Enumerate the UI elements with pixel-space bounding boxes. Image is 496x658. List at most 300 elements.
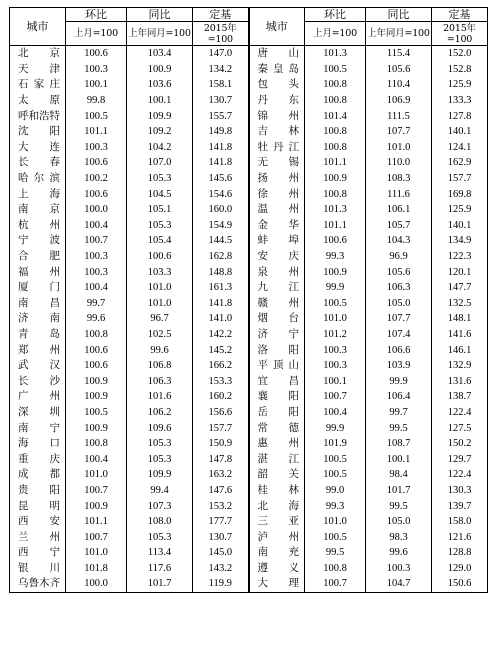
base-value-cell: 141.8 (193, 296, 249, 312)
base-value-cell: 132.9 (432, 358, 488, 374)
table-row (10, 311, 488, 327)
yoy-value-cell: 105.3 (127, 529, 193, 545)
table-row (10, 202, 488, 218)
mom-value-cell: 100.1 (305, 373, 366, 389)
city-name-cell: 哈尔滨 (10, 171, 66, 187)
city-name-cell: 平顶山 (249, 358, 305, 374)
mom-value-cell: 101.8 (66, 561, 127, 577)
base-value-cell: 150.2 (432, 436, 488, 452)
yoy-value-cell: 107.7 (366, 124, 432, 140)
mom-value-cell: 100.7 (305, 576, 366, 592)
city-name-cell: 大连 (10, 140, 66, 156)
mom-value-cell: 101.9 (305, 436, 366, 452)
yoy-value-cell: 101.6 (127, 389, 193, 405)
city-name-cell: 蚌埠 (249, 233, 305, 249)
mom-value-cell: 100.5 (305, 529, 366, 545)
mom-value-cell: 100.8 (305, 93, 366, 109)
mom-value-cell: 100.6 (66, 358, 127, 374)
base-value-cell: 162.9 (432, 155, 488, 171)
mom-value-cell: 100.6 (66, 342, 127, 358)
yoy-value-cell: 105.1 (127, 202, 193, 218)
table-row (10, 451, 488, 467)
mom-value-cell: 100.5 (305, 62, 366, 78)
header-base-label: 定基 (209, 8, 232, 21)
city-name-cell: 太原 (10, 93, 66, 109)
mom-value-cell: 100.5 (305, 467, 366, 483)
table-row (10, 545, 488, 561)
base-value-cell: 130.7 (193, 529, 249, 545)
city-name-cell: 合肥 (10, 249, 66, 265)
yoy-value-cell: 105.7 (366, 218, 432, 234)
base-value-cell: 144.5 (193, 233, 249, 249)
city-name-cell: 宜昌 (249, 373, 305, 389)
table-row (10, 171, 488, 187)
header-base (193, 8, 249, 22)
base-value-cell: 130.7 (193, 93, 249, 109)
base-value-cell: 166.2 (193, 358, 249, 374)
yoy-value-cell: 107.7 (366, 311, 432, 327)
city-name-cell: 济宁 (249, 327, 305, 343)
mom-value-cell: 100.6 (305, 233, 366, 249)
mom-value-cell: 100.8 (66, 327, 127, 343)
base-value-cell: 177.7 (193, 514, 249, 530)
city-name-cell: 安庆 (249, 249, 305, 265)
city-name-cell: 无锡 (249, 155, 305, 171)
header-mom-sub (305, 22, 366, 46)
yoy-value-cell: 106.6 (366, 342, 432, 358)
city-name-cell: 福州 (10, 264, 66, 280)
yoy-value-cell: 96.9 (366, 249, 432, 265)
city-name-cell: 广州 (10, 389, 66, 405)
table-row (10, 77, 488, 93)
yoy-value-cell: 104.5 (127, 186, 193, 202)
mom-value-cell: 100.7 (66, 233, 127, 249)
base-value-cell: 156.6 (193, 405, 249, 421)
header-mom-sub-label: 上月=100 (313, 28, 357, 39)
yoy-value-cell: 117.6 (127, 561, 193, 577)
base-value-cell: 147.8 (193, 451, 249, 467)
city-name-cell: 南昌 (10, 296, 66, 312)
mom-value-cell: 100.5 (66, 108, 127, 124)
yoy-value-cell: 101.0 (127, 296, 193, 312)
yoy-value-cell: 106.3 (366, 280, 432, 296)
yoy-value-cell: 109.9 (127, 467, 193, 483)
mom-value-cell: 100.3 (66, 140, 127, 156)
table-row (10, 233, 488, 249)
base-value-cell: 124.1 (432, 140, 488, 156)
base-value-cell: 149.8 (193, 124, 249, 140)
base-value-cell: 154.9 (193, 218, 249, 234)
mom-value-cell: 99.9 (305, 420, 366, 436)
city-name-cell: 南京 (10, 202, 66, 218)
yoy-value-cell: 103.6 (127, 77, 193, 93)
city-name-cell: 呼和浩特 (10, 108, 66, 124)
table-row (10, 358, 488, 374)
city-name-cell: 西宁 (10, 545, 66, 561)
base-value-cell: 157.7 (193, 420, 249, 436)
city-name-cell: 常德 (249, 420, 305, 436)
base-value-cell: 147.0 (193, 46, 249, 62)
header-base-sub (432, 22, 488, 46)
header-mom-sub-label: 上月=100 (74, 28, 118, 39)
mom-value-cell: 100.5 (305, 451, 366, 467)
mom-value-cell: 100.8 (305, 77, 366, 93)
base-value-cell: 145.0 (193, 545, 249, 561)
city-name-cell: 石家庄 (10, 77, 66, 93)
base-value-cell: 160.2 (193, 389, 249, 405)
table-row (10, 389, 488, 405)
yoy-value-cell: 109.6 (127, 420, 193, 436)
yoy-value-cell: 100.1 (366, 451, 432, 467)
city-name-cell: 襄阳 (249, 389, 305, 405)
mom-value-cell: 100.6 (66, 155, 127, 171)
city-name-cell: 西安 (10, 514, 66, 530)
city-name-cell: 青岛 (10, 327, 66, 343)
table-row (10, 373, 488, 389)
mom-value-cell: 101.0 (66, 545, 127, 561)
base-value-cell: 146.1 (432, 342, 488, 358)
header-base-sub (193, 22, 249, 46)
mom-value-cell: 100.0 (66, 576, 127, 592)
base-value-cell: 154.6 (193, 186, 249, 202)
yoy-value-cell: 104.3 (366, 233, 432, 249)
yoy-value-cell: 105.0 (366, 514, 432, 530)
mom-value-cell: 101.1 (305, 218, 366, 234)
mom-value-cell: 100.8 (66, 436, 127, 452)
header-mom-label: 环比 (324, 8, 346, 21)
mom-value-cell: 100.3 (305, 358, 366, 374)
mom-value-cell: 100.0 (66, 202, 127, 218)
base-value-cell: 150.9 (193, 436, 249, 452)
yoy-value-cell: 96.7 (127, 311, 193, 327)
yoy-value-cell: 110.4 (366, 77, 432, 93)
mom-value-cell: 99.3 (305, 249, 366, 265)
mom-value-cell: 100.1 (66, 77, 127, 93)
yoy-value-cell: 105.6 (366, 62, 432, 78)
yoy-value-cell: 105.4 (127, 233, 193, 249)
city-name-cell: 泸州 (249, 529, 305, 545)
header-yoy-sub (127, 22, 193, 46)
table-row (10, 296, 488, 312)
mom-value-cell: 100.8 (305, 561, 366, 577)
table-row (10, 576, 488, 592)
mom-value-cell: 100.2 (66, 171, 127, 187)
header-base-sub-label: 2015年=100 (203, 22, 237, 45)
yoy-value-cell: 103.4 (127, 46, 193, 62)
table-row (10, 218, 488, 234)
city-name-cell: 乌鲁木齐 (10, 576, 66, 592)
yoy-value-cell: 104.7 (366, 576, 432, 592)
yoy-value-cell: 99.7 (366, 405, 432, 421)
mom-value-cell: 100.8 (305, 186, 366, 202)
city-name-cell: 天津 (10, 62, 66, 78)
city-name-cell: 深圳 (10, 405, 66, 421)
mom-value-cell: 99.6 (66, 311, 127, 327)
mom-value-cell: 100.4 (66, 451, 127, 467)
city-name-cell: 厦门 (10, 280, 66, 296)
yoy-value-cell: 106.2 (127, 405, 193, 421)
city-name-cell: 遵义 (249, 561, 305, 577)
yoy-value-cell: 105.3 (127, 218, 193, 234)
city-name-cell: 兰州 (10, 529, 66, 545)
header-mom-label: 环比 (85, 8, 107, 21)
base-value-cell: 119.9 (193, 576, 249, 592)
yoy-value-cell: 102.5 (127, 327, 193, 343)
base-value-cell: 143.2 (193, 561, 249, 577)
base-value-cell: 160.0 (193, 202, 249, 218)
table-row (10, 436, 488, 452)
mom-value-cell: 101.1 (305, 155, 366, 171)
city-name-cell: 成都 (10, 467, 66, 483)
table-row (10, 405, 488, 421)
base-value-cell: 161.3 (193, 280, 249, 296)
yoy-value-cell: 108.0 (127, 514, 193, 530)
yoy-value-cell: 107.4 (366, 327, 432, 343)
table-row (10, 140, 488, 156)
base-value-cell: 122.4 (432, 467, 488, 483)
yoy-value-cell: 101.7 (127, 576, 193, 592)
header-base (432, 8, 488, 22)
yoy-value-cell: 107.0 (127, 155, 193, 171)
yoy-value-cell: 99.5 (366, 498, 432, 514)
city-name-cell: 济南 (10, 311, 66, 327)
yoy-value-cell: 108.7 (366, 436, 432, 452)
header-mom-sub (66, 22, 127, 46)
city-name-cell: 桂林 (249, 483, 305, 499)
yoy-value-cell: 100.6 (127, 249, 193, 265)
mom-value-cell: 101.1 (66, 124, 127, 140)
base-value-cell: 158.1 (193, 77, 249, 93)
base-value-cell: 139.7 (432, 498, 488, 514)
base-value-cell: 147.6 (193, 483, 249, 499)
mom-value-cell: 101.0 (66, 467, 127, 483)
mom-value-cell: 101.0 (305, 311, 366, 327)
city-name-cell: 丹东 (249, 93, 305, 109)
table-row (10, 249, 488, 265)
mom-value-cell: 100.7 (305, 389, 366, 405)
header-mom (66, 8, 127, 22)
yoy-value-cell: 106.8 (127, 358, 193, 374)
city-name-cell: 大理 (249, 576, 305, 592)
base-value-cell: 134.9 (432, 233, 488, 249)
yoy-value-cell: 115.4 (366, 46, 432, 62)
base-value-cell: 133.3 (432, 93, 488, 109)
base-value-cell: 120.1 (432, 264, 488, 280)
yoy-value-cell: 101.7 (366, 483, 432, 499)
city-name-cell: 赣州 (249, 296, 305, 312)
table-row (10, 342, 488, 358)
mom-value-cell: 101.4 (305, 108, 366, 124)
mom-value-cell: 101.2 (305, 327, 366, 343)
yoy-value-cell: 106.9 (366, 93, 432, 109)
city-name-cell: 秦皇岛 (249, 62, 305, 78)
mom-value-cell: 100.3 (305, 342, 366, 358)
mom-value-cell: 101.3 (305, 46, 366, 62)
yoy-value-cell: 99.5 (366, 420, 432, 436)
header-base-label: 定基 (448, 8, 471, 21)
base-value-cell: 121.6 (432, 529, 488, 545)
table-body (10, 46, 488, 593)
header-yoy (366, 8, 432, 22)
mom-value-cell: 100.9 (305, 171, 366, 187)
price-index-table-container (9, 7, 487, 593)
city-name-cell: 温州 (249, 202, 305, 218)
mom-value-cell: 100.3 (66, 249, 127, 265)
mom-value-cell: 100.7 (66, 483, 127, 499)
header-yoy (127, 8, 193, 22)
table-row (10, 264, 488, 280)
city-name-cell: 泉州 (249, 264, 305, 280)
base-value-cell: 153.2 (193, 498, 249, 514)
mom-value-cell: 100.3 (66, 62, 127, 78)
base-value-cell: 140.1 (432, 124, 488, 140)
yoy-value-cell: 99.6 (366, 545, 432, 561)
yoy-value-cell: 109.9 (127, 108, 193, 124)
yoy-value-cell: 99.4 (127, 483, 193, 499)
base-value-cell: 132.5 (432, 296, 488, 312)
base-value-cell: 152.8 (432, 62, 488, 78)
yoy-value-cell: 113.4 (127, 545, 193, 561)
yoy-value-cell: 108.3 (366, 171, 432, 187)
base-value-cell: 148.8 (193, 264, 249, 280)
base-value-cell: 145.2 (193, 342, 249, 358)
city-name-cell: 沈阳 (10, 124, 66, 140)
yoy-value-cell: 99.9 (366, 373, 432, 389)
header-yoy-label: 同比 (387, 8, 410, 21)
city-name-cell: 贵阳 (10, 483, 66, 499)
base-value-cell: 152.0 (432, 46, 488, 62)
base-value-cell: 127.8 (432, 108, 488, 124)
header-yoy-sub (366, 22, 432, 46)
mom-value-cell: 100.6 (66, 186, 127, 202)
mom-value-cell: 99.9 (305, 280, 366, 296)
base-value-cell: 155.7 (193, 108, 249, 124)
mom-value-cell: 99.0 (305, 483, 366, 499)
city-name-cell: 九江 (249, 280, 305, 296)
base-value-cell: 127.5 (432, 420, 488, 436)
yoy-value-cell: 110.0 (366, 155, 432, 171)
yoy-value-cell: 98.4 (366, 467, 432, 483)
mom-value-cell: 99.7 (66, 296, 127, 312)
base-value-cell: 128.8 (432, 545, 488, 561)
city-name-cell: 北京 (10, 46, 66, 62)
city-name-cell: 宁波 (10, 233, 66, 249)
yoy-value-cell: 111.5 (366, 108, 432, 124)
city-name-cell: 南宁 (10, 420, 66, 436)
base-value-cell: 141.0 (193, 311, 249, 327)
header-city: 城市 (249, 8, 305, 46)
mom-value-cell: 99.3 (305, 498, 366, 514)
mom-value-cell: 99.8 (66, 93, 127, 109)
city-name-cell: 昆明 (10, 498, 66, 514)
city-name-cell: 唐山 (249, 46, 305, 62)
mom-value-cell: 100.9 (66, 498, 127, 514)
base-value-cell: 129.7 (432, 451, 488, 467)
yoy-value-cell: 105.3 (127, 451, 193, 467)
table-row (10, 155, 488, 171)
table-row (10, 186, 488, 202)
header-row (10, 8, 488, 22)
mom-value-cell: 100.6 (66, 46, 127, 62)
mom-value-cell: 100.4 (305, 405, 366, 421)
table-row (10, 280, 488, 296)
city-name-cell: 北海 (249, 498, 305, 514)
base-value-cell: 169.8 (432, 186, 488, 202)
city-name-cell: 牡丹江 (249, 140, 305, 156)
city-name-cell: 惠州 (249, 436, 305, 452)
base-value-cell: 142.2 (193, 327, 249, 343)
yoy-value-cell: 107.3 (127, 498, 193, 514)
table-row (10, 483, 488, 499)
yoy-value-cell: 105.3 (127, 436, 193, 452)
header-yoy-label: 同比 (148, 8, 171, 21)
yoy-value-cell: 106.1 (366, 202, 432, 218)
city-name-cell: 锦州 (249, 108, 305, 124)
city-name-cell: 烟台 (249, 311, 305, 327)
table-row (10, 62, 488, 78)
yoy-value-cell: 106.3 (127, 373, 193, 389)
city-name-cell: 岳阳 (249, 405, 305, 421)
city-name-cell: 重庆 (10, 451, 66, 467)
city-name-cell: 海口 (10, 436, 66, 452)
table-row (10, 498, 488, 514)
city-name-cell: 湛江 (249, 451, 305, 467)
table-row (10, 124, 488, 140)
city-name-cell: 武汉 (10, 358, 66, 374)
city-name-cell: 长沙 (10, 373, 66, 389)
mom-value-cell: 100.4 (66, 218, 127, 234)
base-value-cell: 147.7 (432, 280, 488, 296)
base-value-cell: 122.4 (432, 405, 488, 421)
mom-value-cell: 100.7 (66, 529, 127, 545)
city-name-cell: 三亚 (249, 514, 305, 530)
table-row (10, 529, 488, 545)
base-value-cell: 150.6 (432, 576, 488, 592)
base-value-cell: 140.1 (432, 218, 488, 234)
base-value-cell: 162.8 (193, 249, 249, 265)
yoy-value-cell: 100.1 (127, 93, 193, 109)
table-row (10, 420, 488, 436)
mom-value-cell: 100.3 (66, 264, 127, 280)
yoy-value-cell: 105.0 (366, 296, 432, 312)
city-name-cell: 洛阳 (249, 342, 305, 358)
city-name-cell: 韶关 (249, 467, 305, 483)
yoy-value-cell: 111.6 (366, 186, 432, 202)
base-value-cell: 157.7 (432, 171, 488, 187)
base-value-cell: 130.3 (432, 483, 488, 499)
table-row (10, 108, 488, 124)
city-name-cell: 郑州 (10, 342, 66, 358)
yoy-value-cell: 99.6 (127, 342, 193, 358)
base-value-cell: 145.6 (193, 171, 249, 187)
mom-value-cell: 100.9 (66, 373, 127, 389)
base-value-cell: 129.0 (432, 561, 488, 577)
city-name-cell: 徐州 (249, 186, 305, 202)
header-base-sub-label: 2015年=100 (443, 22, 476, 45)
city-name-cell: 金华 (249, 218, 305, 234)
yoy-value-cell: 100.3 (366, 561, 432, 577)
table-row (10, 467, 488, 483)
city-name-cell: 南充 (249, 545, 305, 561)
mom-value-cell: 101.0 (305, 514, 366, 530)
base-value-cell: 125.9 (432, 202, 488, 218)
mom-value-cell: 100.8 (305, 124, 366, 140)
table-row (10, 561, 488, 577)
mom-value-cell: 101.3 (305, 202, 366, 218)
mom-value-cell: 100.9 (305, 264, 366, 280)
table-row (10, 93, 488, 109)
base-value-cell: 141.8 (193, 155, 249, 171)
